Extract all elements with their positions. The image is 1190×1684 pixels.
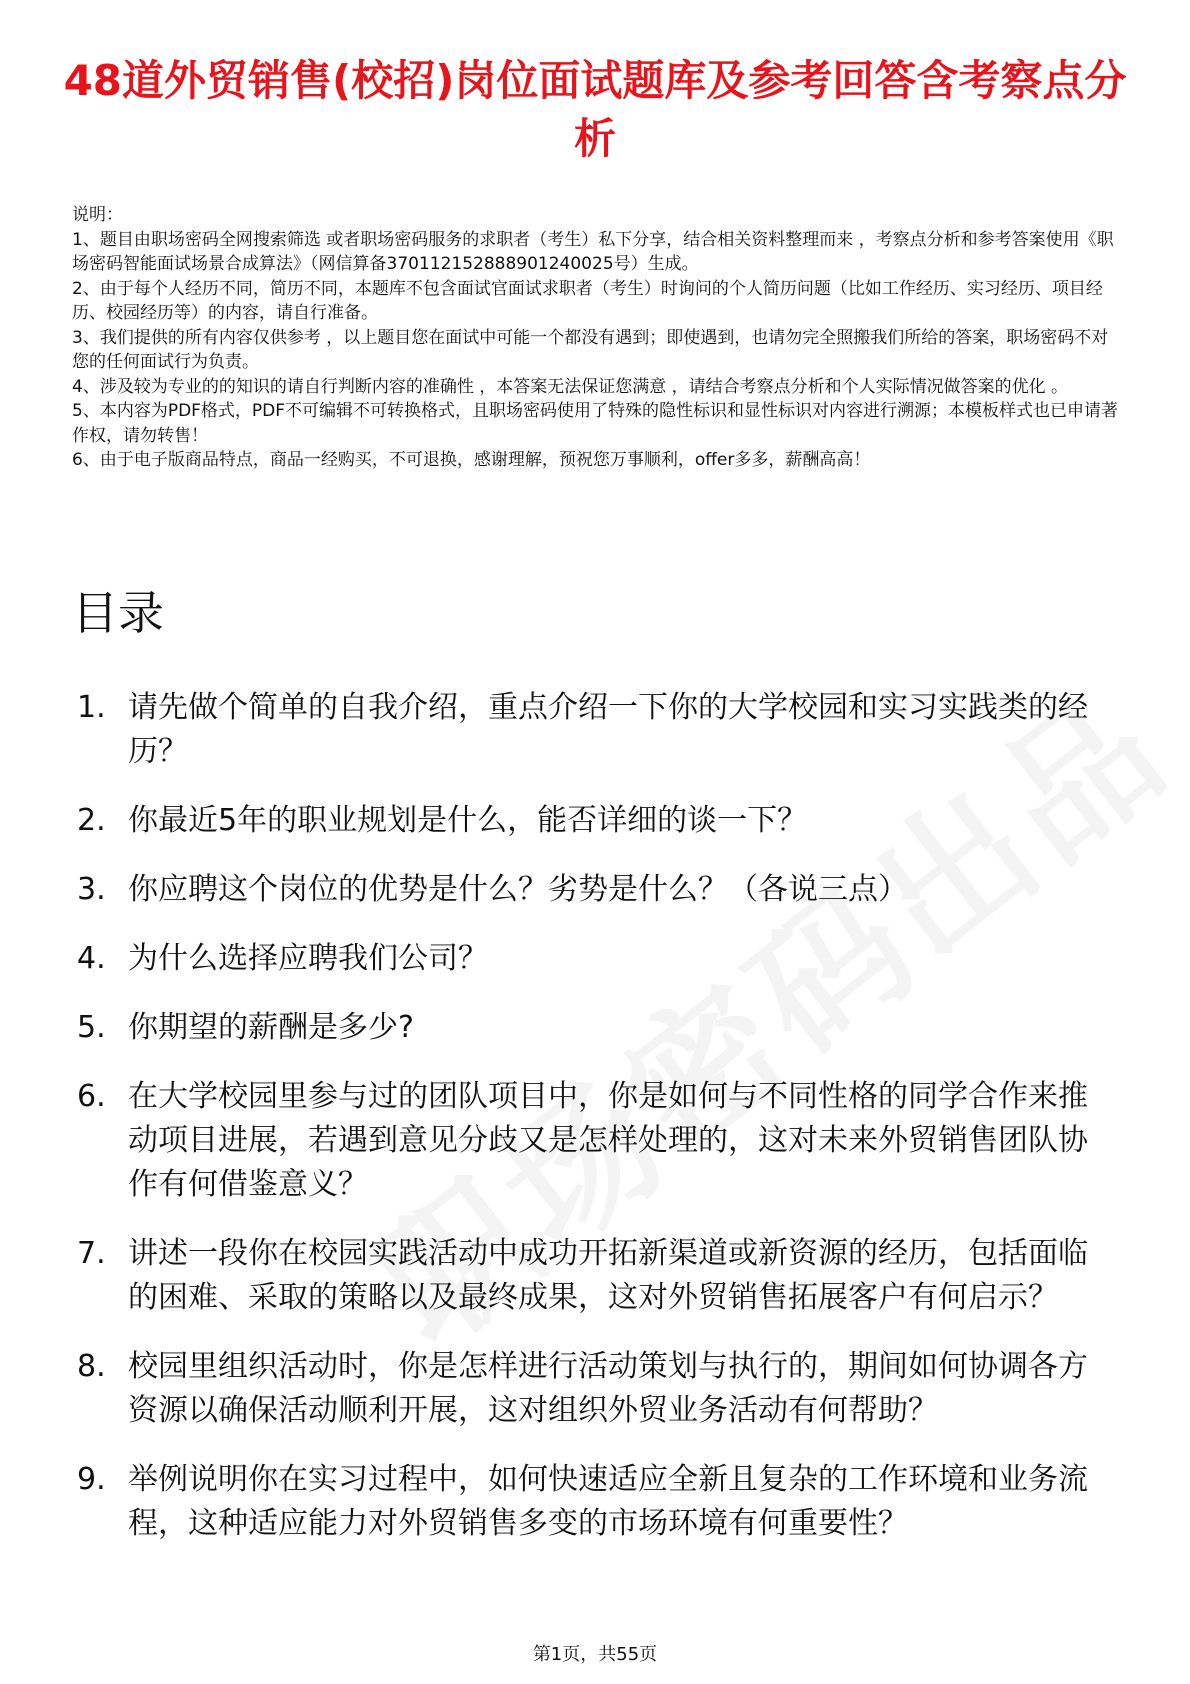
toc-item[interactable] [72,937,1117,981]
toc-item[interactable] [72,1232,1117,1320]
toc-item[interactable] [72,1458,1117,1546]
toc-item[interactable] [72,1345,1117,1433]
toc-item[interactable] [72,868,1117,912]
toc-item-text: 你应聘这个岗位的优势是什么？劣势是什么？（各说三点） [128,872,908,907]
toc-item[interactable] [72,686,1117,774]
toc-item-text: 你期望的薪酬是多少? [128,1010,414,1045]
page-title: 48道外贸销售(校招)岗位面试题库及参考回答含考察点分析 [63,56,1127,163]
toc-heading: 目录 [72,586,164,640]
toc-item-number: 7. [77,1236,106,1271]
toc-item-text: 为什么选择应聘我们公司？ [128,941,488,976]
toc-item[interactable] [72,799,1117,843]
note-item: 3、我们提供的所有内容仅供参考 ，以上题目您在面试中可能一个都没有遇到；即使遇到，也请勿完全照搬我们所给的答案，职场密码不对您的任何面试行为负责。 [72,327,1109,372]
toc-item-number: 5. [77,1010,106,1045]
note-item: 1、题目由职场密码全网搜索筛选 或者职场密码服务的求职者（考生）私下分享，结合相关资料整理而来 ，考察点分析和参考答案使用《职场密码智能面试场景合成算法》（网信算备370112152888901240025号）生成。 [72,229,1114,274]
note-item: 4、涉及较为专业的的知识的请自行判断内容的准确性 ，本答案无法保证您满意 ，请结合考察点分析和个人实际情况做答案的优化 。 [72,376,1069,397]
note-item: 2、由于每个人经历不同，简历不同，本题库不包含面试官面试求职者（考生）时询问的个人简历问题（比如工作经历、实习经历、项目经历、校园经历等）的内容，请自行准备。 [72,278,1103,323]
page-footer: 第1页，共55页 [532,1644,658,1665]
toc-item-text: 讲述一段你在校园实践活动中成功开拓新渠道或新资源的经历，包括面临的困难、采取的策略以及最终成果，这对外贸销售拓展客户有何启示？ [128,1236,1088,1315]
note-item: 6、由于电子版商品特点，商品一经购买，不可退换，感谢理解，预祝您万事顺利，offer多多，薪酬高高！ [72,450,871,470]
notes-section [72,203,1122,473]
toc-item[interactable] [72,1006,1117,1050]
toc-item-text: 校园里组织活动时，你是怎样进行活动策划与执行的，期间如何协调各方资源以确保活动顺利开展，这对组织外贸业务活动有何帮助？ [128,1349,1088,1428]
toc-item-number: 9. [77,1462,106,1497]
toc-item-text: 你最近5年的职业规划是什么，能否详细的谈一下？ [128,803,808,838]
toc-item-number: 4. [77,941,106,976]
note-item: 5、本内容为PDF格式，PDF不可编辑不可转换格式，且职场密码使用了特殊的隐性标识和显性标识对内容进行溯源；本模板样式也已申请著作权，请勿转售！ [72,401,1119,446]
toc-item-text: 在大学校园里参与过的团队项目中，你是如何与不同性格的同学合作来推动项目进展，若遇到意见分歧又是怎样处理的，这对未来外贸销售团队协作有何借鉴意义？ [128,1079,1088,1202]
toc-item-number: 6. [77,1079,106,1114]
toc-item-number: 1. [77,690,106,725]
notes-heading: 说明： [72,205,123,225]
toc-item-number: 3. [77,872,106,907]
toc-item[interactable] [72,1075,1117,1207]
toc-item-number: 8. [77,1349,106,1384]
toc-item-text: 举例说明你在实习过程中，如何快速适应全新且复杂的工作环境和业务流程，这种适应能力对外贸销售多变的市场环境有何重要性？ [128,1462,1088,1541]
toc-item-text: 请先做个简单的自我介绍，重点介绍一下你的大学校园和实习实践类的经历？ [128,690,1088,769]
toc-list [72,686,1117,1571]
toc-item-number: 2. [77,803,106,838]
